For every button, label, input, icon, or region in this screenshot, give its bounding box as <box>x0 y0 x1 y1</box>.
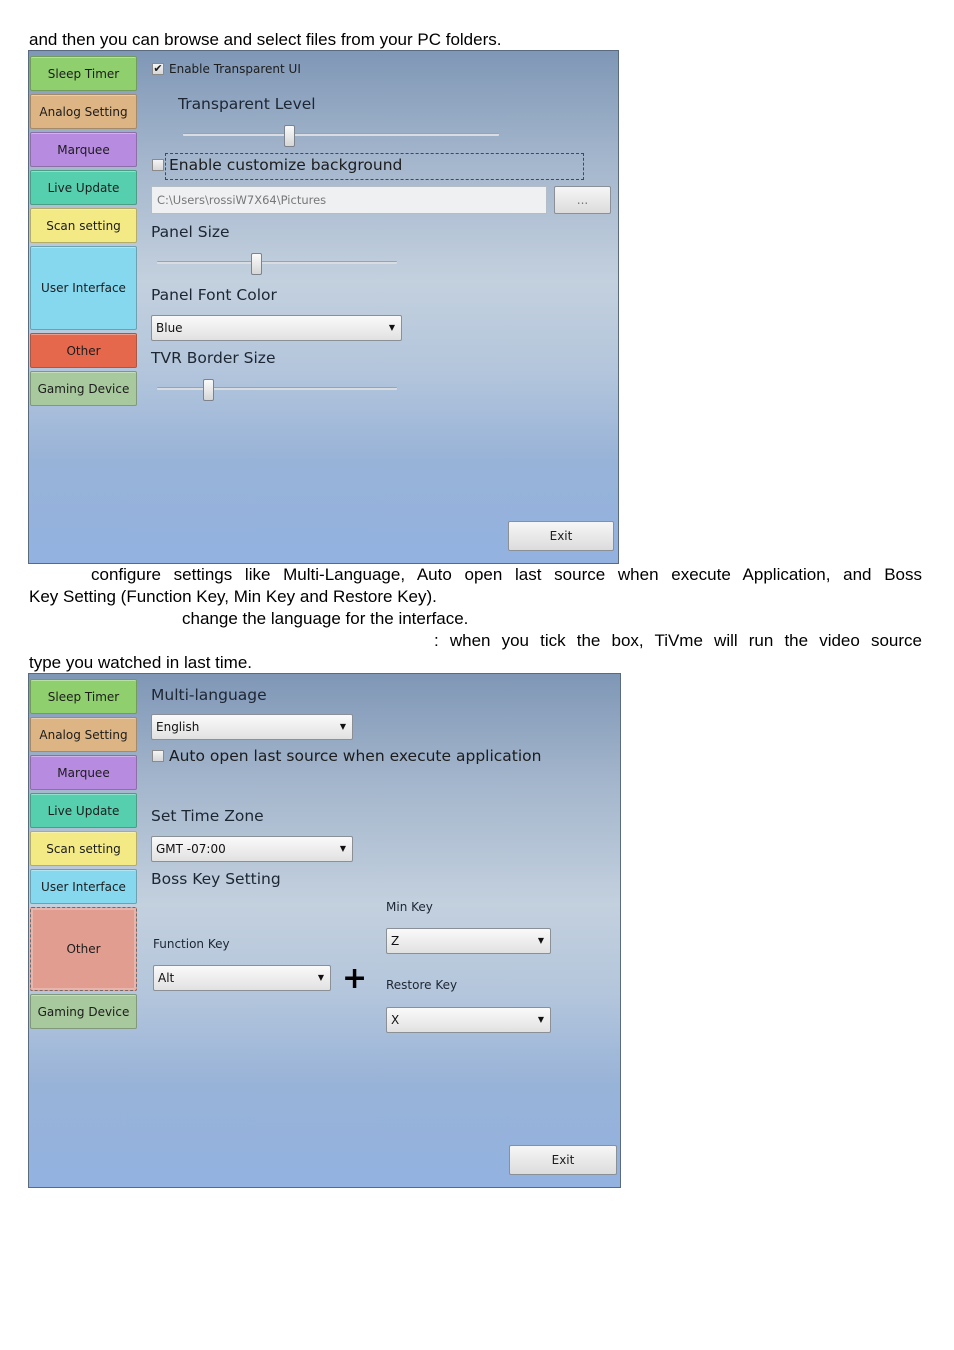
select-value: GMT -07:00 <box>156 842 226 856</box>
enable-custom-bg-label: Enable customize background <box>169 156 403 174</box>
enable-custom-bg-checkbox[interactable] <box>152 159 164 171</box>
panel-font-color-label: Panel Font Color <box>151 286 277 304</box>
check-icon: ✔ <box>153 62 163 75</box>
enable-transparent-checkbox[interactable] <box>152 63 164 75</box>
tab-scan-setting[interactable]: Scan setting <box>30 208 137 243</box>
slider-thumb[interactable] <box>284 125 295 147</box>
panel-font-color-select[interactable] <box>151 315 402 341</box>
auto-open-checkbox[interactable] <box>152 750 164 762</box>
enable-transparent-label: Enable Transparent UI <box>169 62 301 76</box>
tab-sleep-timer[interactable]: Sleep Timer <box>30 56 137 91</box>
tvr-border-size-label: TVR Border Size <box>151 349 276 367</box>
tab-live-update[interactable]: Live Update <box>30 170 137 205</box>
exit-button[interactable]: Exit <box>509 1145 617 1175</box>
text-line-2: configure settings like Multi-Language, Auto open last source when execute Application, and Boss <box>91 565 922 584</box>
slider-thumb[interactable] <box>203 379 214 401</box>
tab-analog-setting[interactable]: Analog Setting <box>30 94 137 129</box>
chevron-down-icon: ▼ <box>317 973 324 982</box>
user-interface-settings-panel <box>28 50 619 564</box>
tab-other[interactable]: Other <box>30 333 137 368</box>
tab-other[interactable]: Other <box>30 907 137 991</box>
panel-size-slider[interactable] <box>157 253 397 273</box>
restore-key-select[interactable] <box>386 1007 551 1033</box>
text-line-4: change the language for the interface. <box>182 609 469 628</box>
tab-marquee[interactable]: Marquee <box>30 755 137 790</box>
min-key-select[interactable] <box>386 928 551 954</box>
select-value: Z <box>391 934 400 948</box>
tab-user-interface[interactable]: User Interface <box>30 869 137 904</box>
language-select[interactable] <box>151 714 353 740</box>
set-time-zone-label: Set Time Zone <box>151 807 264 825</box>
restore-key-label: Restore Key <box>386 978 458 992</box>
select-value: X <box>391 1013 400 1027</box>
text-line-6: type you watched in last time. <box>29 653 253 672</box>
plus-icon: + <box>342 961 368 996</box>
tab-sleep-timer[interactable]: Sleep Timer <box>30 679 137 714</box>
tab-gaming-device[interactable]: Gaming Device <box>30 994 137 1029</box>
tab-scan-setting[interactable]: Scan setting <box>30 831 137 866</box>
slider-thumb[interactable] <box>251 253 262 275</box>
tvr-border-size-slider[interactable] <box>157 379 397 399</box>
transparent-level-label: Transparent Level <box>178 95 316 113</box>
time-zone-select[interactable] <box>151 836 353 862</box>
select-value: Blue <box>156 321 183 335</box>
tab-live-update[interactable]: Live Update <box>30 793 137 828</box>
tab-user-interface[interactable]: User Interface <box>30 246 137 330</box>
transparent-level-slider[interactable] <box>183 125 499 145</box>
tab-gaming-device[interactable]: Gaming Device <box>30 371 137 406</box>
chevron-down-icon: ▼ <box>339 844 346 853</box>
function-key-label: Function Key <box>153 937 230 951</box>
panel-size-label: Panel Size <box>151 223 230 241</box>
boss-key-setting-label: Boss Key Setting <box>151 870 281 888</box>
chevron-down-icon: ▼ <box>339 722 346 731</box>
multi-language-label: Multi-language <box>151 686 267 704</box>
exit-button[interactable]: Exit <box>508 521 614 551</box>
min-key-label: Min Key <box>386 900 433 914</box>
select-value: Alt <box>158 971 175 985</box>
function-key-select[interactable] <box>153 965 331 991</box>
tab-analog-setting[interactable]: Analog Setting <box>30 717 137 752</box>
background-path-input[interactable]: C:\Users\rossiW7X64\Pictures <box>151 186 547 214</box>
text-line-5: : when you tick the box, TiVme will run the video source <box>434 631 922 650</box>
chevron-down-icon: ▼ <box>537 1015 544 1024</box>
other-settings-panel <box>28 673 621 1188</box>
tab-marquee[interactable]: Marquee <box>30 132 137 167</box>
auto-open-label: Auto open last source when execute application <box>169 747 542 765</box>
chevron-down-icon: ▼ <box>537 936 544 945</box>
browse-button[interactable]: ... <box>554 186 611 214</box>
text-line-3: Key Setting (Function Key, Min Key and Restore Key). <box>29 587 437 606</box>
select-value: English <box>156 720 200 734</box>
text-line-1: and then you can browse and select files from your PC folders. <box>29 30 502 49</box>
chevron-down-icon: ▼ <box>388 323 395 332</box>
